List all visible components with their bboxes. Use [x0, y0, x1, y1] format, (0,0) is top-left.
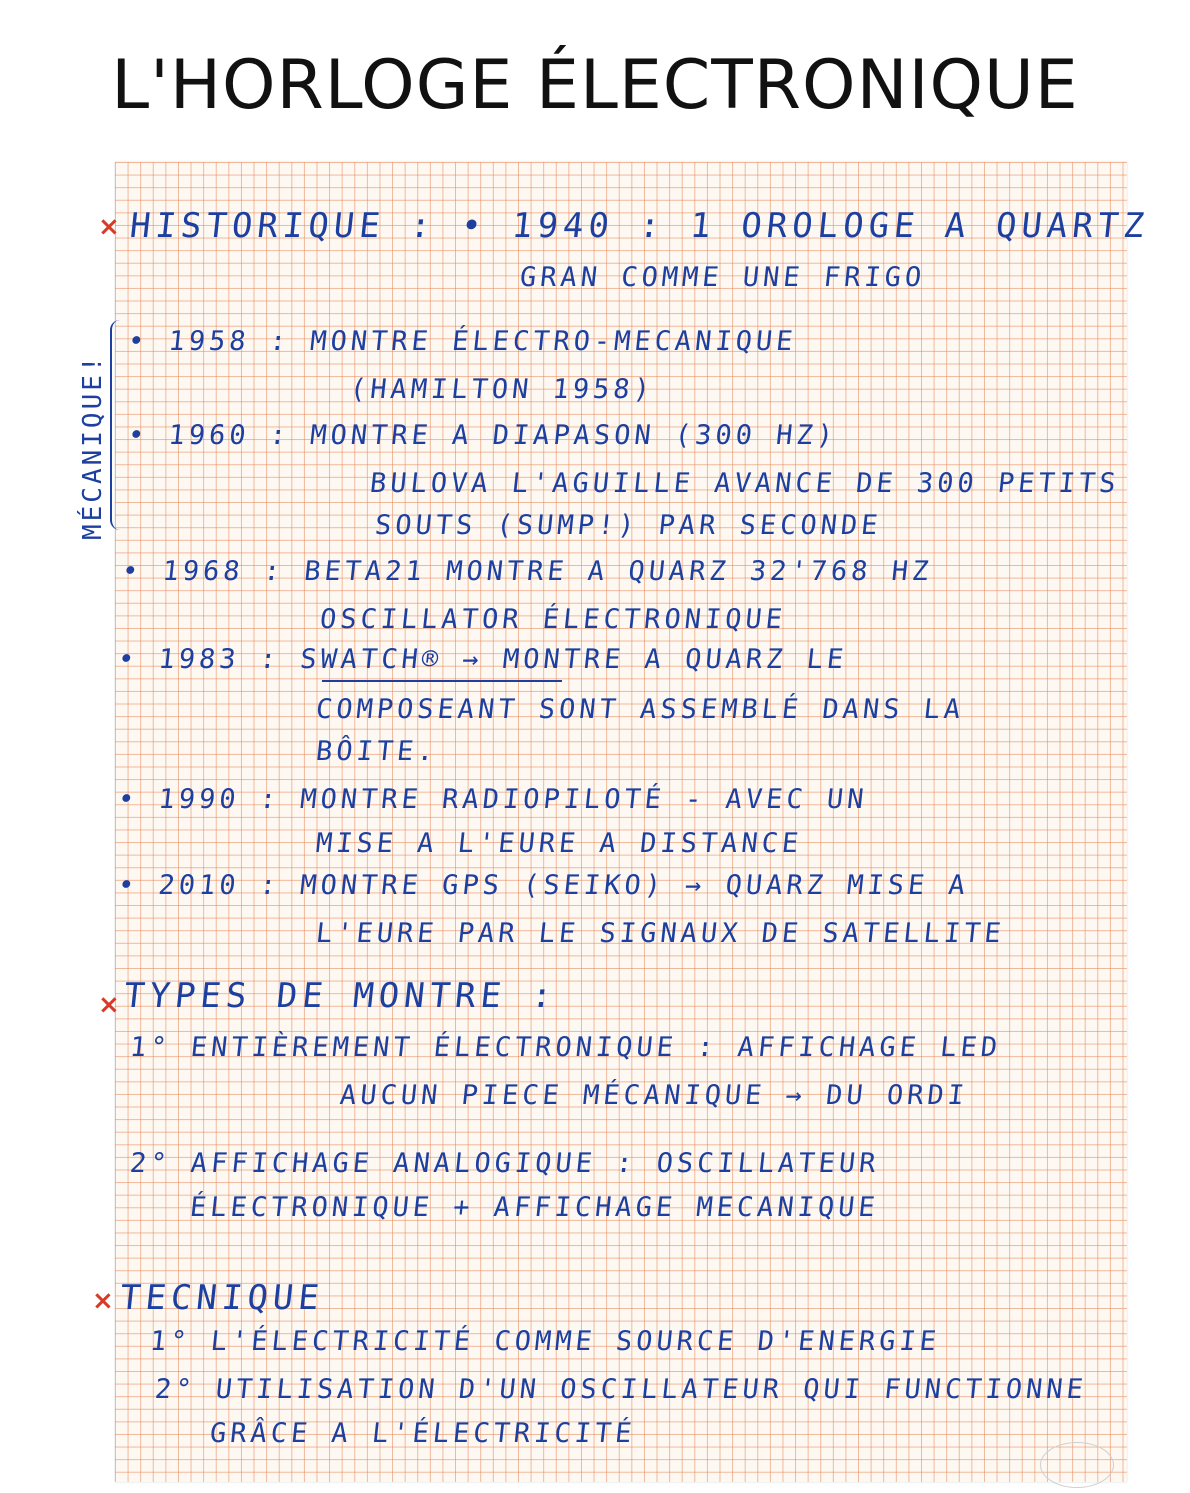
note-line: 1° ENTIÈREMENT ÉLECTRONIQUE : AFFICHAGE LED	[128, 1032, 1003, 1063]
timeline-entry-1983: • 1983 : SWATCH® → MONTRE A QUARZ LE	[116, 644, 849, 675]
note-line: OSCILLATOR ÉLECTRONIQUE	[318, 604, 788, 635]
note-line: BÔITE.	[314, 736, 440, 767]
note-line: AUCUN PIECE MÉCANIQUE → DU ORDI	[338, 1080, 970, 1111]
note-line: 1° L'ÉLECTRICITÉ COMME SOURCE D'ENERGIE	[148, 1326, 942, 1357]
timeline-entry-1960: • 1960 : MONTRE A DIAPASON (300 HZ)	[126, 420, 839, 451]
note-line: GRÂCE A L'ÉLECTRICITÉ	[208, 1418, 638, 1449]
note-line: (HAMILTON 1958)	[348, 374, 656, 405]
timeline-entry-1968: • 1968 : BETA21 MONTRE A QUARZ 32'768 HZ	[120, 556, 934, 587]
red-star-marker: ×	[98, 212, 120, 242]
swatch-underline	[322, 672, 562, 682]
timeline-entry-2010: • 2010 : MONTRE GPS (SEIKO) → QUARZ MISE A	[116, 870, 971, 901]
red-star-marker: ×	[98, 990, 120, 1020]
margin-brace	[110, 320, 126, 530]
note-line: MISE A L'EURE A DISTANCE	[314, 828, 804, 859]
heading-historique: HISTORIQUE : • 1940 : 1 OROLOGE A QUARTZ	[127, 206, 1151, 246]
note-line: GRAN COMME UNE FRIGO	[518, 262, 927, 293]
page-corner-mark	[1040, 1442, 1114, 1488]
margin-note: MÉCANIQUE!	[78, 353, 108, 540]
note-line: L'EURE PAR LE SIGNAUX DE SATELLITE	[314, 918, 1007, 949]
heading-tecnique: TECNIQUE	[117, 1278, 326, 1318]
timeline-entry-1958: • 1958 : MONTRE ÉLECTRO-MECANIQUE	[126, 326, 799, 357]
note-line: ÉLECTRONIQUE + AFFICHAGE MECANIQUE	[188, 1192, 881, 1223]
timeline-entry-1990: • 1990 : MONTRE RADIOPILOTÉ - AVEC UN	[116, 784, 870, 815]
note-line: SOUTS (SUMP!) PAR SECONDE	[373, 510, 884, 541]
note-line: BULOVA L'AGUILLE AVANCE DE 300 PETITS	[368, 468, 1122, 499]
note-line: COMPOSEANT SONT ASSEMBLÉ DANS LA	[314, 694, 966, 725]
red-star-marker: ×	[92, 1286, 114, 1316]
note-line: 2° UTILISATION D'UN OSCILLATEUR QUI FUNCTIONNE	[153, 1374, 1089, 1405]
note-line: 2° AFFICHAGE ANALOGIQUE : OSCILLATEUR	[128, 1148, 882, 1179]
page-title: L'HORLOGE ÉLECTRONIQUE	[111, 46, 1079, 125]
heading-types-de-montre: TYPES DE MONTRE :	[121, 976, 560, 1016]
